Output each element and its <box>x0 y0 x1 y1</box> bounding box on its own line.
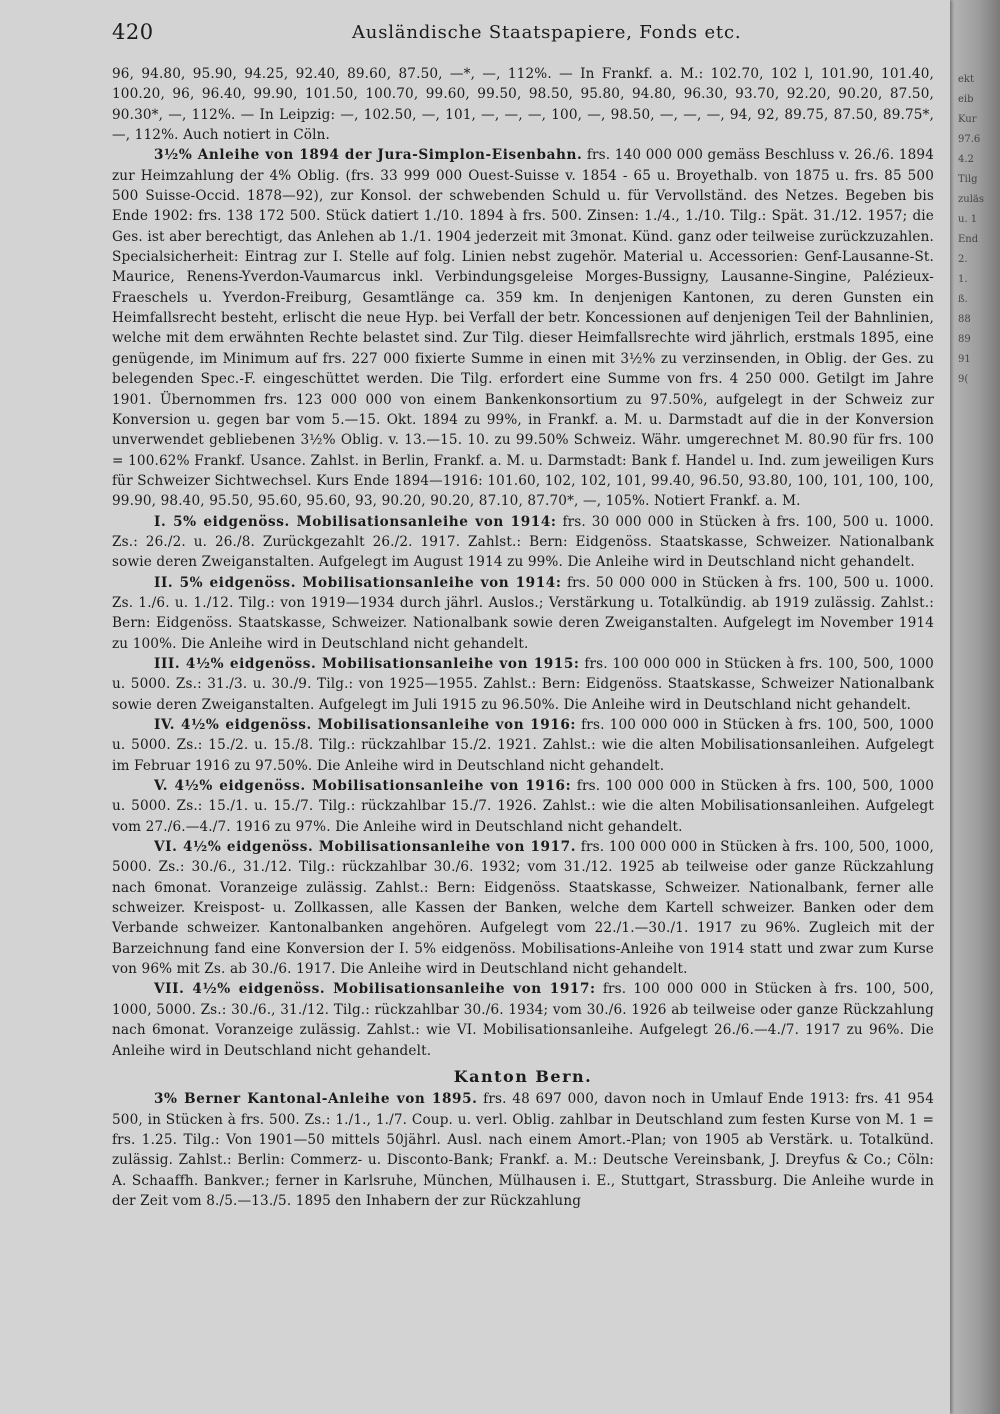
page-header <box>112 20 932 50</box>
entry-text: frs. 100 000 000 in Stücken à frs. 100, 500, 1000, 5000. Zs.: 30./6., 31./12. Tilg.: rückzahlbar 30./6. 1932; vom 31./12. 1925 ab teilweise oder ganze Rückzahlung nach 6monat. Voranzeige zulässig. Zahlst.: Bern: Eidgenöss. Staatskasse, Schweizer. Nationalbank, ferner alle schweizer. Kreispost- u. Zollkassen, alle Kassen der Banken, welche dem Kartell schweizer. Banken oder dem Verbande schweizer. Kantonalbanken angehören. Aufgelegt vom 22./1.—30./1. 1917 zu 96%. Zugleich mit der Barzeichnung fand eine Konversion der I. 5% eidgenöss. Mobilisations-Anleihe von 1914 statt und zwar zum Kurse von 96% mit Zs. ab 30./6. 1917. Die Anleihe wird in Deutschland nicht gehandelt. <box>112 839 935 978</box>
bleed-fragment: Tilg <box>958 174 978 185</box>
entry-paragraph <box>112 573 934 654</box>
adjacent-page-bleed-text <box>958 70 998 670</box>
bleed-fragment: End <box>958 234 979 245</box>
entry-paragraph <box>112 1089 934 1211</box>
entry-text: frs. 100 000 000 in Stücken à frs. 100, 500, 1000 u. 5000. Zs.: 31./3. u. 30./9. Tilg.: von 1925—1955. Zahlst.: Bern: Eidgenöss. Staatskasse, Schweizer Nationalbank sowie deren Zweiganstalten. Aufgelegt im Juli 1915 zu 96.50%. Die Anleihe wird in Deutschland nicht gehandelt. <box>112 655 934 713</box>
entry-title: I. 5% eidgenöss. Mobilisationsanleihe von 1914: <box>154 513 557 530</box>
entry-paragraph <box>112 776 934 837</box>
entry-title: V. 4½% eidgenöss. Mobilisationsanleihe von 1916: <box>154 778 572 795</box>
entry-paragraph <box>112 837 934 979</box>
page-number: 420 <box>112 20 154 44</box>
bleed-fragment: eib <box>958 94 974 105</box>
bleed-fragment: 97.6 <box>958 134 981 145</box>
continuation-text: 96, 94.80, 95.90, 94.25, 92.40, 89.60, 87.50, —*, —, 112%. — In Frankf. a. M.: 102.70, 102 l, 101.90, 101.40, 100.20, 96, 96.40, 99.90, 101.50, 100.70, 99.60, 99.50, 98.50, 95.80, 94.80, 96.30, 93.70, 92.20, 90.20, 87.50, 90.30*, —, 112%. — In Leipzig: —, 102.50, —, 101, —, —, —, 100, —, 98.50, —, —, —, 94, 92, 89.75, 87.50, 89.75*, —, 112%. Auch notiert in Cöln. <box>112 66 934 144</box>
entry-title: VII. 4½% eidgenöss. Mobilisationsanleihe von 1917: <box>154 981 596 998</box>
bleed-fragment: ekt <box>958 74 974 85</box>
bleed-fragment: 88 <box>958 314 971 325</box>
entry-paragraph <box>112 654 934 715</box>
entry-text: frs. 50 000 000 in Stücken à frs. 100, 500 u. 1000. Zs. 1./6. u. 1./12. Tilg.: von 1919—1934 durch jährl. Auslos.; Verstärkung u. Totalkündig. ab 1919 zulässig. Zahlst.: Bern: Eidgenöss. Staatskasse, Schweizer. Nationalbank sowie deren Zweiganstalten. Aufgelegt im November 1914 zu 100%. Die Anleihe wird in Deutschland nicht gehandelt. <box>112 574 934 652</box>
body-text <box>112 64 934 1211</box>
bleed-fragment: 4.2 <box>958 154 974 165</box>
running-head: Ausländische Staatspapiere, Fonds etc. <box>352 22 742 43</box>
entry-title: 3½% Anleihe von 1894 der Jura-Simplon-Eisenbahn. <box>154 147 583 164</box>
bleed-fragment: 9( <box>958 374 969 385</box>
entry-text: frs. 48 697 000, davon noch in Umlauf Ende 1913: frs. 41 954 500, in Stücken à frs. 500. Zs.: 1./1., 1./7. Coup. u. verl. Oblig. zahlbar in Deutschland zum festen Kurse von M. 1 = frs. 1.25. Tilg.: Von 1901—50 mittels 50jährl. Ausl. nach einem Amort.-Plan; von 1905 ab Verstärk. u. Totalkünd. zulässig. Zahlst.: Berlin: Commerz- u. Disconto-Bank; Frankf. a. M.: Deutsche Vereinsbank, J. Dreyfus & Co.; Cöln: A. Schaaffh. Bankver.; ferner in Karlsruhe, München, Mülhausen i. E., Stuttgart, Strassburg. Die Anleihe wurde in der Zeit vom 8./5.—13./5. 1895 den Inhabern der zur Rückzahlung <box>112 1091 934 1209</box>
bleed-fragment: Kur <box>958 114 977 125</box>
bleed-fragment: zuläs <box>958 194 985 205</box>
entry-text: frs. 100 000 000 in Stücken à frs. 100, 500, 1000 u. 5000. Zs.: 15./1. u. 15./7. Tilg.: rückzahlbar 15./7. 1926. Zahlst.: wie die alten Mobilisationsanleihen. Aufgelegt vom 27./6.—4./7. 1916 zu 97%. Die Anleihe wird in Deutschland nicht gehandelt. <box>112 778 934 835</box>
entry-paragraph <box>112 979 934 1060</box>
bleed-fragment: 89 <box>958 334 971 345</box>
section-heading: Kanton Bern. <box>453 1066 593 1086</box>
entry-paragraph <box>112 715 934 776</box>
bleed-fragment: ß. <box>958 294 968 305</box>
entry-text: frs. 100 000 000 in Stücken à frs. 100, 500, 1000 u. 5000. Zs.: 15./2. u. 15./8. Tilg.: rückzahlbar 15./2. 1921. Zahlst.: wie die alten Mobilisationsanleihen. Aufgelegt im Februar 1916 zu 97.50%. Die Anleihe wird in Deutschland nicht gehandelt. <box>112 717 934 774</box>
bleed-fragment: 91 <box>958 354 971 365</box>
entry-title: IV. 4½% eidgenöss. Mobilisationsanleihe von 1916: <box>154 717 577 733</box>
entry-paragraph <box>112 512 934 573</box>
entry-paragraph <box>112 145 934 511</box>
entry-title: VI. 4½% eidgenöss. Mobilisationsanleihe von 1917. <box>154 839 577 856</box>
continuation-paragraph <box>112 64 934 145</box>
bleed-fragment: 1. <box>958 274 968 285</box>
bleed-fragment: u. 1 <box>958 214 978 225</box>
entry-title: III. 4½% eidgenöss. Mobilisationsanleihe von 1915: <box>154 655 580 672</box>
entry-text: frs. 30 000 000 in Stücken à frs. 100, 500 u. 1000. Zs.: 26./2. u. 26./8. Zurückgezahlt 26./2. 1917. Zahlst.: Bern: Eidgenöss. Staatskasse, Schweizer. Nationalbank sowie deren Zweiganstalten. Aufgelegt im August 1914 zu 99%. Die Anleihe wird in Deutschland nicht gehandelt. <box>112 513 934 571</box>
bleed-fragment: 2. <box>958 254 968 265</box>
entry-text: frs. 140 000 000 gemäss Beschluss v. 26./6. 1894 zur Heimzahlung der 4% Oblig. (frs. 33 999 000 Ouest-Suisse v. 1854 - 65 u. Broyethalb. von 1875 u. frs. 85 500 500 Suisse-Occid. 1878—92), zur Konsol. der schwebenden Schuld u. für Vervollständ. des Netzes. Begeben bis Ende 1902: frs. 138 172 500. Stück datiert 1./10. 1894 à frs. 500. Zinsen: 1./4., 1./10. Tilg.: Spät. 31./12. 1957; die Ges. ist aber berechtigt, das Anlehen ab 1./1. 1904 jederzeit mit 3monat. Künd. ganz oder teilweise zurückzuzahlen. Specialsicherheit: Eintrag zur I. Stelle auf folg. Linien nebst zugehör. Material u. Accessorien: Genf-Lausanne-St. Maurice, Renens-Yverdon-Vaumarcus inkl. Verbindungsgeleise Morges-Bussigny, Lausanne-Singine, Palézieux-Fraeschels u. Yverdon-Freiburg, Gesamtlänge ca. 359 km. In denjenigen Kantonen, zu deren Gunsten ein Heimfallsrecht besteht, erlischt die neue Hyp. bei Verfall der betr. Koncessionen auf denjenigen Teil der Bahnlinien, welche mit dem erwähnten Rechte belastet sind. Zur Tilg. dieser Heimfallsrechte wird jährlich, erstmals 1895, eine genügende, im Minimum auf frs. 227 000 fixierte Summe in einen mit 3½% zu verzinsenden, in Oblig. der Ges. zu belegenden Spec.-F. eingeschüttet werden. Die Tilg. erfordert eine Summe von frs. 4 250 000. Getilgt im Jahre 1901. Übernommen frs. 123 000 000 von einem Bankenkonsortium zu 97.50%, aufgelegt in der Schweiz zur Konversion u. gegen bar vom 5.—15. Okt. 1894 zu 99%, in Frankf. a. M. u. Darmstadt auf die in der Konversion unverwendet gebliebenen 3½% Oblig. v. 13.—15. 10. zu 99.50% Schweiz. Währ. umgerechnet M. 80.90 für frs. 100 = 100.62% Frankf. Usance. Zahlst. in Berlin, Frankf. a. M. u. Darmstadt: Bank f. Handel u. Ind. zum jeweiligen Kurs für Schweizer Sichtwechsel. Kurs Ende 1894—1916: 101.60, 102, 102, 101, 99.40, 96.50, 93.80, 100, 101, 100, 100, 99.90, 98.40, 95.50, 95.60, 95.60, 93, 90.20, 90.20, 87.10, 87.70*, —, 105%. Notiert Frankf. a. M. <box>112 147 934 510</box>
entry-text: frs. 100 000 000 in Stücken à frs. 100, 500, 1000, 5000. Zs.: 30./6., 31./12. Tilg.: rückzahlbar 30./6. 1934; vom 30./6. 1926 ab teilweise oder ganze Rückzahlung nach 6monat. Voranzeige zulässig. Zahlst.: wie VI. Mobilisationsanleihe. Aufgelegt 26./6.—4./7. 1917 zu 96%. Die Anleihe wird in Deutschland nicht gehandelt. <box>112 981 934 1059</box>
entry-title: II. 5% eidgenöss. Mobilisationsanleihe von 1914: <box>154 574 562 591</box>
entry-title: 3% Berner Kantonal-Anleihe von 1895. <box>154 1091 478 1108</box>
